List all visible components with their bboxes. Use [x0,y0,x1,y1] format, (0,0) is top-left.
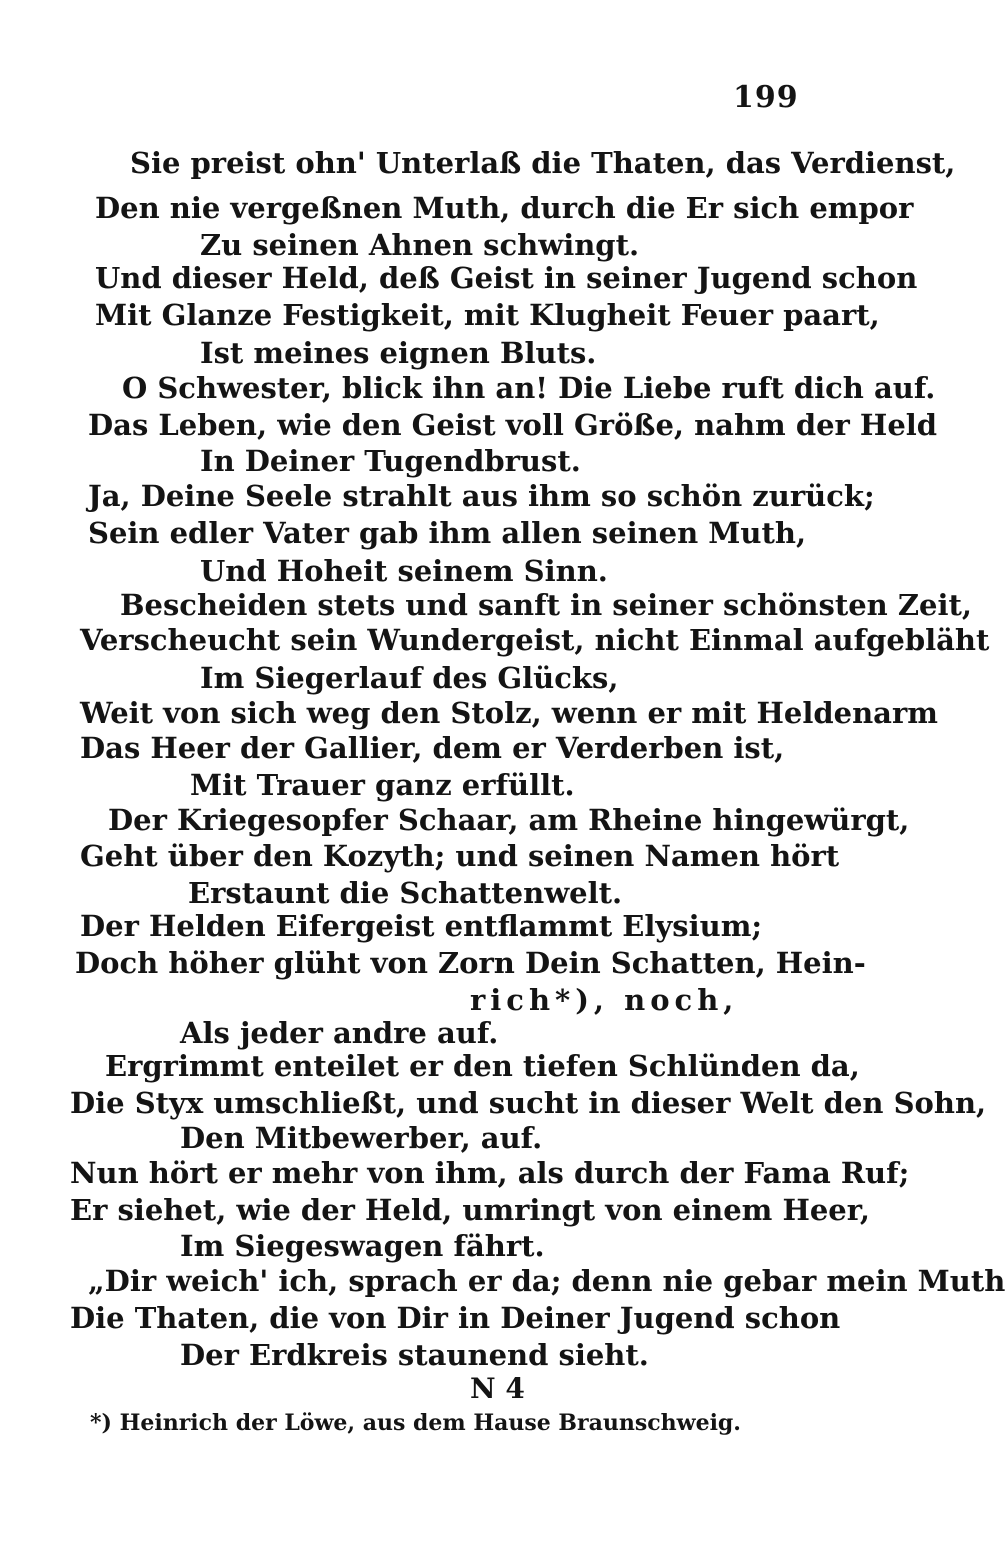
poem-line-20: Geht über den Kozyth; und seinen Namen hört [80,839,840,873]
poem-line-28: Den Mitbewerber, auf. [180,1121,543,1155]
poem-line-19: Der Kriegesopfer Schaar, am Rheine hingewürgt, [108,803,910,837]
poem-line-3: Zu seinen Ahnen schwingt. [200,228,640,262]
poem-line-30: Er siehet, wie der Held, umringt von einem Heer, [70,1193,871,1227]
poem-line-17: Das Heer der Gallier, dem er Verderben ist, [80,731,785,765]
poem-line-7: O Schwester, blick ihn an! Die Liebe ruft dich auf. [122,371,936,405]
poem-line-31: Im Siegeswagen fährt. [180,1229,545,1263]
poem-line-23: Doch höher glüht von Zorn Dein Schatten, Hein- [75,946,866,980]
footnote: *) Heinrich der Löwe, aus dem Hause Braunschweig. [90,1410,741,1436]
poem-line-10: Ja, Deine Seele strahlt aus ihm so schön zurück; [88,479,875,513]
poem-line-5: Mit Glanze Festigkeit, mit Klugheit Feuer paart, [95,298,880,332]
poem-line-8: Das Leben, wie den Geist voll Größe, nahm der Held [88,408,938,442]
poem-line-29: Nun hört er mehr von ihm, als durch der Fama Ruf; [70,1156,910,1190]
poem-line-2: Den nie vergeßnen Muth, durch die Er sich empor [95,191,914,225]
poem-line-13: Bescheiden stets und sanft in seiner schönsten Zeit, [120,588,972,622]
poem-line-22: Der Helden Eifergeist entflammt Elysium; [80,909,763,943]
poem-line-34: Der Erdkreis staunend sieht. [180,1338,649,1372]
poem-line-11: Sein edler Vater gab ihm allen seinen Muth, [88,516,807,550]
poem-line-26: Ergrimmt enteilet er den tiefen Schlünden da, [105,1049,860,1083]
poem-line-16: Weit von sich weg den Stolz, wenn er mit Heldenarm [80,696,938,730]
poem-line-21: Erstaunt die Schattenwelt. [188,876,623,910]
poem-line-1: Sie preist ohn' Unterlaß die Thaten, das Verdienst, [130,146,956,180]
poem-line-14: Verscheucht sein Wundergeist, nicht Einmal aufgebläht [80,623,990,657]
page-number: 199 [733,80,799,115]
poem-line-15: Im Siegerlauf des Glücks, [200,661,619,695]
poem-line-32: „Dir weich' ich, sprach er da; denn nie gebar mein Muth [88,1264,1005,1298]
poem-line-6: Ist meines eignen Bluts. [200,336,597,370]
poem-line-24: rich*), noch, [470,983,739,1017]
poem-line-4: Und dieser Held, deß Geist in seiner Jugend schon [95,261,918,295]
signature-mark: N 4 [470,1372,525,1405]
poem-line-27: Die Styx umschließt, und sucht in dieser Welt den Sohn, [70,1086,987,1120]
poem-line-18: Mit Trauer ganz erfüllt. [190,768,575,802]
poem-line-25: Als jeder andre auf. [180,1016,499,1050]
poem-line-33: Die Thaten, die von Dir in Deiner Jugend schon [70,1301,841,1335]
poem-line-9: In Deiner Tugendbrust. [200,444,581,478]
poem-line-12: Und Hoheit seinem Sinn. [200,554,608,588]
